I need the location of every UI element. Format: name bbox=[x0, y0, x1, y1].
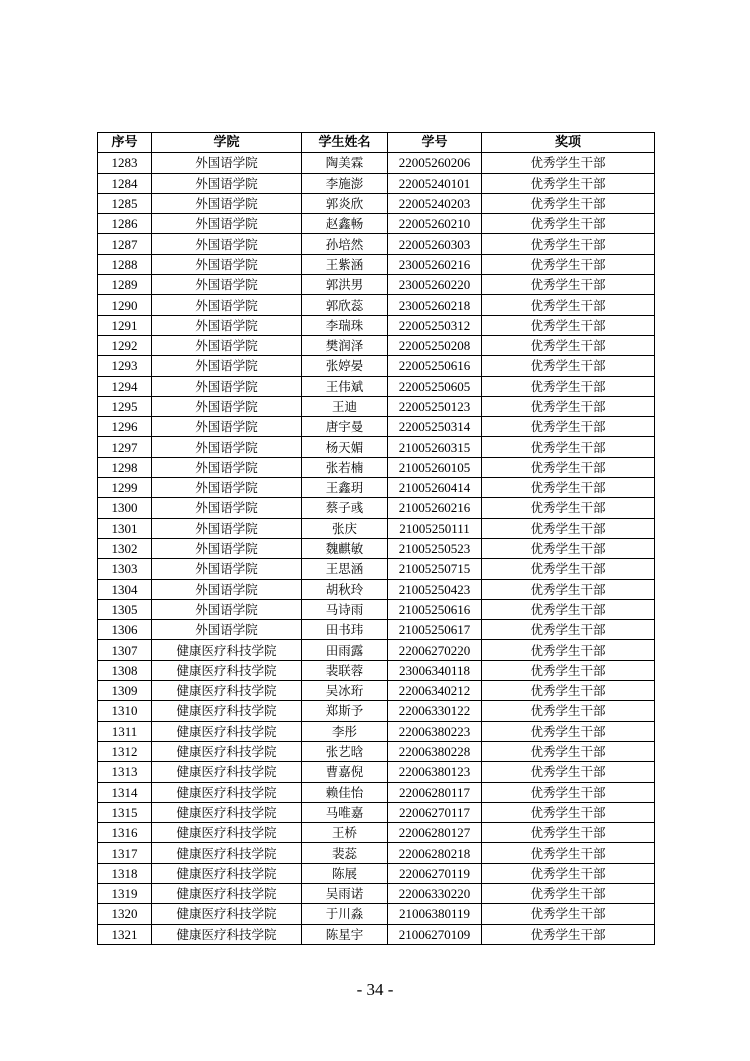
cell-index: 1299 bbox=[98, 478, 152, 498]
cell-award: 优秀学生干部 bbox=[482, 498, 655, 518]
cell-student-id: 21005250616 bbox=[388, 599, 482, 619]
table-row bbox=[98, 173, 655, 193]
cell-student-id: 21006270109 bbox=[388, 924, 482, 944]
cell-student-id: 22005240101 bbox=[388, 173, 482, 193]
cell-index: 1283 bbox=[98, 153, 152, 173]
cell-college: 外国语学院 bbox=[152, 193, 302, 213]
cell-student-id: 22005250312 bbox=[388, 315, 482, 335]
cell-index: 1290 bbox=[98, 295, 152, 315]
cell-student-name: 李彤 bbox=[302, 721, 388, 741]
cell-student-name: 魏麒敏 bbox=[302, 538, 388, 558]
cell-student-id: 21005250423 bbox=[388, 579, 482, 599]
table-row bbox=[98, 478, 655, 498]
cell-index: 1309 bbox=[98, 681, 152, 701]
table-row bbox=[98, 396, 655, 416]
table-row bbox=[98, 498, 655, 518]
header-index: 序号 bbox=[98, 133, 152, 153]
cell-award: 优秀学生干部 bbox=[482, 478, 655, 498]
cell-index: 1305 bbox=[98, 599, 152, 619]
cell-award: 优秀学生干部 bbox=[482, 681, 655, 701]
cell-award: 优秀学生干部 bbox=[482, 660, 655, 680]
cell-college: 外国语学院 bbox=[152, 234, 302, 254]
cell-student-name: 王紫涵 bbox=[302, 254, 388, 274]
cell-college: 外国语学院 bbox=[152, 559, 302, 579]
cell-award: 优秀学生干部 bbox=[482, 782, 655, 802]
cell-index: 1318 bbox=[98, 863, 152, 883]
cell-student-id: 22005250616 bbox=[388, 356, 482, 376]
cell-index: 1291 bbox=[98, 315, 152, 335]
cell-student-id: 22005250605 bbox=[388, 376, 482, 396]
table-row bbox=[98, 518, 655, 538]
cell-student-name: 王鑫玥 bbox=[302, 478, 388, 498]
cell-student-name: 郭炎欣 bbox=[302, 193, 388, 213]
cell-index: 1311 bbox=[98, 721, 152, 741]
cell-student-id: 22005250314 bbox=[388, 417, 482, 437]
cell-index: 1288 bbox=[98, 254, 152, 274]
table-row bbox=[98, 376, 655, 396]
cell-award: 优秀学生干部 bbox=[482, 153, 655, 173]
cell-student-name: 曹嘉倪 bbox=[302, 762, 388, 782]
cell-award: 优秀学生干部 bbox=[482, 437, 655, 457]
cell-college: 外国语学院 bbox=[152, 376, 302, 396]
cell-college: 外国语学院 bbox=[152, 417, 302, 437]
cell-award: 优秀学生干部 bbox=[482, 315, 655, 335]
cell-index: 1304 bbox=[98, 579, 152, 599]
cell-award: 优秀学生干部 bbox=[482, 721, 655, 741]
cell-student-name: 张艺晗 bbox=[302, 741, 388, 761]
cell-index: 1301 bbox=[98, 518, 152, 538]
cell-award: 优秀学生干部 bbox=[482, 802, 655, 822]
table-row bbox=[98, 356, 655, 376]
cell-student-id: 22006280117 bbox=[388, 782, 482, 802]
cell-student-name: 李施澎 bbox=[302, 173, 388, 193]
table-row bbox=[98, 538, 655, 558]
cell-index: 1295 bbox=[98, 396, 152, 416]
cell-index: 1302 bbox=[98, 538, 152, 558]
cell-college: 健康医疗科技学院 bbox=[152, 924, 302, 944]
cell-student-id: 22005260303 bbox=[388, 234, 482, 254]
cell-student-id: 22006280127 bbox=[388, 823, 482, 843]
cell-index: 1321 bbox=[98, 924, 152, 944]
cell-student-id: 22006330122 bbox=[388, 701, 482, 721]
cell-award: 优秀学生干部 bbox=[482, 559, 655, 579]
cell-student-id: 22006380223 bbox=[388, 721, 482, 741]
cell-award: 优秀学生干部 bbox=[482, 518, 655, 538]
table-row bbox=[98, 275, 655, 295]
cell-student-id: 21005250111 bbox=[388, 518, 482, 538]
table-row bbox=[98, 924, 655, 944]
table-row bbox=[98, 701, 655, 721]
cell-student-id: 22006330220 bbox=[388, 883, 482, 903]
table-row bbox=[98, 843, 655, 863]
table-row bbox=[98, 681, 655, 701]
table-row bbox=[98, 741, 655, 761]
table-row bbox=[98, 153, 655, 173]
cell-student-name: 赖佳怡 bbox=[302, 782, 388, 802]
cell-award: 优秀学生干部 bbox=[482, 640, 655, 660]
cell-index: 1292 bbox=[98, 335, 152, 355]
cell-index: 1319 bbox=[98, 883, 152, 903]
cell-index: 1294 bbox=[98, 376, 152, 396]
cell-college: 健康医疗科技学院 bbox=[152, 782, 302, 802]
cell-index: 1306 bbox=[98, 620, 152, 640]
cell-award: 优秀学生干部 bbox=[482, 762, 655, 782]
cell-index: 1307 bbox=[98, 640, 152, 660]
table-row bbox=[98, 559, 655, 579]
cell-student-id: 22005260210 bbox=[388, 214, 482, 234]
cell-college: 外国语学院 bbox=[152, 153, 302, 173]
cell-index: 1287 bbox=[98, 234, 152, 254]
cell-index: 1300 bbox=[98, 498, 152, 518]
cell-index: 1293 bbox=[98, 356, 152, 376]
cell-student-name: 吴冰珩 bbox=[302, 681, 388, 701]
table-row bbox=[98, 254, 655, 274]
cell-award: 优秀学生干部 bbox=[482, 396, 655, 416]
cell-index: 1320 bbox=[98, 904, 152, 924]
table-row bbox=[98, 437, 655, 457]
table-row bbox=[98, 883, 655, 903]
cell-student-name: 王思涵 bbox=[302, 559, 388, 579]
cell-student-id: 23005260218 bbox=[388, 295, 482, 315]
cell-award: 优秀学生干部 bbox=[482, 335, 655, 355]
cell-college: 健康医疗科技学院 bbox=[152, 904, 302, 924]
cell-award: 优秀学生干部 bbox=[482, 234, 655, 254]
cell-college: 外国语学院 bbox=[152, 620, 302, 640]
cell-student-name: 陈展 bbox=[302, 863, 388, 883]
cell-college: 健康医疗科技学院 bbox=[152, 802, 302, 822]
cell-college: 健康医疗科技学院 bbox=[152, 660, 302, 680]
page-number: - 34 - bbox=[356, 980, 394, 999]
table-row bbox=[98, 193, 655, 213]
table-row bbox=[98, 640, 655, 660]
cell-student-name: 王桥 bbox=[302, 823, 388, 843]
cell-index: 1310 bbox=[98, 701, 152, 721]
cell-college: 外国语学院 bbox=[152, 457, 302, 477]
cell-index: 1285 bbox=[98, 193, 152, 213]
cell-award: 优秀学生干部 bbox=[482, 417, 655, 437]
cell-college: 外国语学院 bbox=[152, 356, 302, 376]
cell-college: 健康医疗科技学院 bbox=[152, 863, 302, 883]
table-row bbox=[98, 214, 655, 234]
cell-index: 1316 bbox=[98, 823, 152, 843]
cell-award: 优秀学生干部 bbox=[482, 883, 655, 903]
cell-student-id: 21005260414 bbox=[388, 478, 482, 498]
cell-student-name: 田雨露 bbox=[302, 640, 388, 660]
cell-college: 外国语学院 bbox=[152, 315, 302, 335]
cell-award: 优秀学生干部 bbox=[482, 701, 655, 721]
table-row bbox=[98, 457, 655, 477]
table-row bbox=[98, 417, 655, 437]
table-row bbox=[98, 721, 655, 741]
cell-student-name: 唐宇曼 bbox=[302, 417, 388, 437]
cell-student-name: 马诗雨 bbox=[302, 599, 388, 619]
table-row bbox=[98, 295, 655, 315]
cell-award: 优秀学生干部 bbox=[482, 823, 655, 843]
cell-student-name: 樊润泽 bbox=[302, 335, 388, 355]
cell-student-id: 22006380123 bbox=[388, 762, 482, 782]
table-row bbox=[98, 620, 655, 640]
table-row bbox=[98, 782, 655, 802]
cell-index: 1303 bbox=[98, 559, 152, 579]
cell-index: 1315 bbox=[98, 802, 152, 822]
cell-award: 优秀学生干部 bbox=[482, 356, 655, 376]
header-award: 奖项 bbox=[482, 133, 655, 153]
cell-student-name: 赵鑫畅 bbox=[302, 214, 388, 234]
cell-student-name: 蔡子彧 bbox=[302, 498, 388, 518]
cell-student-id: 22005250123 bbox=[388, 396, 482, 416]
cell-college: 外国语学院 bbox=[152, 437, 302, 457]
cell-student-name: 田书玮 bbox=[302, 620, 388, 640]
cell-award: 优秀学生干部 bbox=[482, 193, 655, 213]
cell-award: 优秀学生干部 bbox=[482, 579, 655, 599]
cell-student-name: 吴雨诺 bbox=[302, 883, 388, 903]
cell-award: 优秀学生干部 bbox=[482, 599, 655, 619]
cell-student-id: 21006380119 bbox=[388, 904, 482, 924]
cell-award: 优秀学生干部 bbox=[482, 376, 655, 396]
cell-award: 优秀学生干部 bbox=[482, 741, 655, 761]
cell-college: 健康医疗科技学院 bbox=[152, 681, 302, 701]
cell-index: 1313 bbox=[98, 762, 152, 782]
cell-student-name: 裴蕊 bbox=[302, 843, 388, 863]
cell-index: 1286 bbox=[98, 214, 152, 234]
cell-student-id: 22005240203 bbox=[388, 193, 482, 213]
cell-award: 优秀学生干部 bbox=[482, 538, 655, 558]
cell-college: 健康医疗科技学院 bbox=[152, 883, 302, 903]
cell-student-id: 21005260105 bbox=[388, 457, 482, 477]
cell-student-name: 张若楠 bbox=[302, 457, 388, 477]
cell-award: 优秀学生干部 bbox=[482, 904, 655, 924]
cell-college: 外国语学院 bbox=[152, 498, 302, 518]
table-row bbox=[98, 762, 655, 782]
cell-student-name: 张庆 bbox=[302, 518, 388, 538]
cell-college: 外国语学院 bbox=[152, 538, 302, 558]
cell-student-name: 孙培然 bbox=[302, 234, 388, 254]
cell-award: 优秀学生干部 bbox=[482, 457, 655, 477]
cell-college: 外国语学院 bbox=[152, 214, 302, 234]
cell-student-id: 21005250715 bbox=[388, 559, 482, 579]
cell-student-id: 22006270119 bbox=[388, 863, 482, 883]
cell-college: 健康医疗科技学院 bbox=[152, 741, 302, 761]
header-student-name: 学生姓名 bbox=[302, 133, 388, 153]
cell-award: 优秀学生干部 bbox=[482, 620, 655, 640]
cell-student-name: 马唯嘉 bbox=[302, 802, 388, 822]
table-row bbox=[98, 904, 655, 924]
cell-student-name: 于川淼 bbox=[302, 904, 388, 924]
cell-award: 优秀学生干部 bbox=[482, 863, 655, 883]
cell-student-name: 陈星宇 bbox=[302, 924, 388, 944]
cell-college: 外国语学院 bbox=[152, 254, 302, 274]
cell-college: 外国语学院 bbox=[152, 518, 302, 538]
cell-college: 外国语学院 bbox=[152, 579, 302, 599]
cell-college: 健康医疗科技学院 bbox=[152, 823, 302, 843]
cell-index: 1297 bbox=[98, 437, 152, 457]
table-row bbox=[98, 660, 655, 680]
cell-student-id: 23005260216 bbox=[388, 254, 482, 274]
cell-student-name: 陶美霖 bbox=[302, 153, 388, 173]
cell-index: 1312 bbox=[98, 741, 152, 761]
cell-award: 优秀学生干部 bbox=[482, 924, 655, 944]
cell-student-name: 郑斯予 bbox=[302, 701, 388, 721]
cell-student-id: 21005260216 bbox=[388, 498, 482, 518]
cell-college: 外国语学院 bbox=[152, 295, 302, 315]
cell-college: 健康医疗科技学院 bbox=[152, 640, 302, 660]
cell-index: 1289 bbox=[98, 275, 152, 295]
table-row bbox=[98, 863, 655, 883]
cell-index: 1314 bbox=[98, 782, 152, 802]
cell-student-name: 郭欣蕊 bbox=[302, 295, 388, 315]
cell-award: 优秀学生干部 bbox=[482, 254, 655, 274]
cell-student-id: 23005260220 bbox=[388, 275, 482, 295]
table-row bbox=[98, 599, 655, 619]
cell-index: 1296 bbox=[98, 417, 152, 437]
cell-student-id: 22006270117 bbox=[388, 802, 482, 822]
cell-college: 外国语学院 bbox=[152, 478, 302, 498]
header-college: 学院 bbox=[152, 133, 302, 153]
cell-student-id: 21005260315 bbox=[388, 437, 482, 457]
table-row bbox=[98, 335, 655, 355]
cell-award: 优秀学生干部 bbox=[482, 173, 655, 193]
cell-student-id: 22005260206 bbox=[388, 153, 482, 173]
table-row bbox=[98, 315, 655, 335]
cell-index: 1298 bbox=[98, 457, 152, 477]
cell-college: 外国语学院 bbox=[152, 335, 302, 355]
cell-college: 外国语学院 bbox=[152, 275, 302, 295]
cell-student-name: 杨天媚 bbox=[302, 437, 388, 457]
cell-student-name: 王伟斌 bbox=[302, 376, 388, 396]
table-row bbox=[98, 823, 655, 843]
cell-student-name: 郭洪男 bbox=[302, 275, 388, 295]
cell-student-name: 胡秋玲 bbox=[302, 579, 388, 599]
cell-award: 优秀学生干部 bbox=[482, 275, 655, 295]
header-student-id: 学号 bbox=[388, 133, 482, 153]
cell-student-id: 22006340212 bbox=[388, 681, 482, 701]
table-row bbox=[98, 802, 655, 822]
cell-student-name: 裴联蓉 bbox=[302, 660, 388, 680]
cell-award: 优秀学生干部 bbox=[482, 214, 655, 234]
table-header-row bbox=[98, 133, 655, 153]
cell-student-id: 23006340118 bbox=[388, 660, 482, 680]
cell-index: 1284 bbox=[98, 173, 152, 193]
table-row bbox=[98, 234, 655, 254]
cell-college: 健康医疗科技学院 bbox=[152, 762, 302, 782]
cell-college: 外国语学院 bbox=[152, 173, 302, 193]
award-list-table bbox=[97, 132, 655, 945]
cell-college: 健康医疗科技学院 bbox=[152, 843, 302, 863]
cell-award: 优秀学生干部 bbox=[482, 843, 655, 863]
cell-student-id: 21005250523 bbox=[388, 538, 482, 558]
cell-student-name: 张婷晏 bbox=[302, 356, 388, 376]
cell-college: 外国语学院 bbox=[152, 396, 302, 416]
cell-student-id: 22006380228 bbox=[388, 741, 482, 761]
cell-college: 健康医疗科技学院 bbox=[152, 701, 302, 721]
table-row bbox=[98, 579, 655, 599]
cell-award: 优秀学生干部 bbox=[482, 295, 655, 315]
cell-student-id: 22006280218 bbox=[388, 843, 482, 863]
cell-student-id: 22006270220 bbox=[388, 640, 482, 660]
cell-index: 1317 bbox=[98, 843, 152, 863]
cell-student-name: 王迪 bbox=[302, 396, 388, 416]
cell-student-id: 21005250617 bbox=[388, 620, 482, 640]
cell-student-name: 李瑞珠 bbox=[302, 315, 388, 335]
cell-college: 健康医疗科技学院 bbox=[152, 721, 302, 741]
cell-college: 外国语学院 bbox=[152, 599, 302, 619]
cell-student-id: 22005250208 bbox=[388, 335, 482, 355]
cell-index: 1308 bbox=[98, 660, 152, 680]
